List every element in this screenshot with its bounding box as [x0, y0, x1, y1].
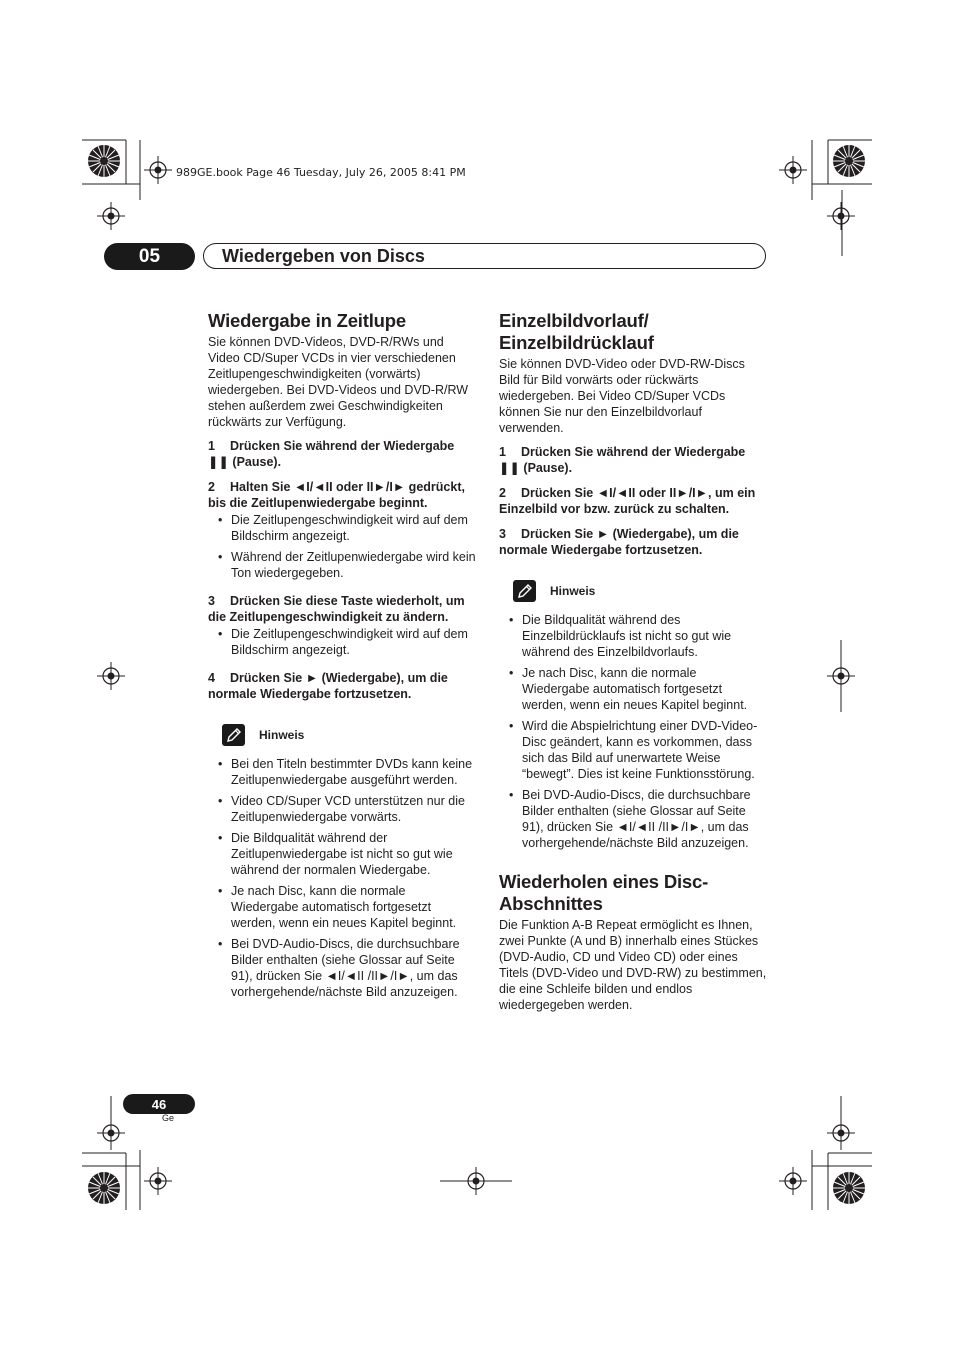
crosshair-icon	[779, 1167, 807, 1195]
section-heading-slow-motion: Wiedergabe in Zeitlupe	[208, 310, 406, 331]
note-label: Hinweis	[550, 584, 596, 598]
section-heading-frame-advance: Einzelbildvorlauf/ Einzelbildrücklauf	[499, 310, 654, 353]
step: 2 Drücken Sie ◄I/◄II oder II►/I►, um ein Einzelbild vor bzw. zurück zu schalten.	[499, 486, 756, 516]
page-number-badge: 46	[123, 1094, 195, 1114]
note-header	[222, 724, 476, 746]
section-body: Die Funktion A-B Repeat ermöglicht es Ihnen, zwei Punkte (A und B) innerhalb eines Stückes (DVD-Audio, CD und Video CD) oder eines Titels (DVD-Video und DVD-RW) zu bestimmen, die eine Schleife bilden und endlos wiedergegeben werden.	[499, 918, 767, 1012]
list-item: • Bei DVD-Audio-Discs, die durchsuchbare Bilder enthalten (siehe Glossar auf Seite 91), drücken Sie ◄I/◄II /II►/I►, um das vorhergehende/nächste Bild anzuzeigen.	[499, 787, 767, 851]
list-item: • Video CD/Super VCD unterstützen nur die Zeitlupenwiedergabe vorwärts.	[208, 793, 476, 825]
registration-wheel-icon	[833, 1172, 865, 1204]
crosshair-icon	[97, 662, 125, 690]
list-item: • Die Bildqualität während der Zeitlupenwiedergabe ist nicht so gut wie während der normalen Wiedergabe.	[208, 830, 476, 878]
section-intro: Sie können DVD-Video oder DVD-RW-Discs Bild für Bild vorwärts oder rückwärts wiedergeben. Bei Video CD/Super VCDs können Sie nur den Einzelbildvorlauf verwenden.	[499, 357, 745, 435]
note-header	[513, 580, 767, 602]
list-item: • Während der Zeitlupenwiedergabe wird kein Ton wiedergegeben.	[208, 549, 476, 581]
step-bullet-list	[208, 626, 476, 658]
crosshair-icon	[779, 156, 807, 184]
list-item: • Bei DVD-Audio-Discs, die durchsuchbare Bilder enthalten (siehe Glossar auf Seite 91), drücken Sie ◄I/◄II /II►/I►, um das vorhergehende/nächste Bild anzuzeigen.	[208, 936, 476, 1000]
right-column	[499, 310, 767, 1021]
pencil-note-icon	[222, 724, 245, 746]
crosshair-icon	[97, 202, 125, 230]
registration-wheel-icon	[833, 145, 865, 177]
step: 1 Drücken Sie während der Wiedergabe ❚❚ (Pause).	[208, 439, 455, 469]
note-list	[208, 756, 476, 1000]
step-bullet-list	[208, 512, 476, 581]
left-column	[208, 310, 476, 1008]
list-item: • Die Zeitlupengeschwindigkeit wird auf dem Bildschirm angezeigt.	[208, 512, 476, 544]
chapter-number-badge: 05	[104, 243, 195, 270]
section-heading-repeat: Wiederholen eines Disc-Abschnittes	[499, 871, 709, 914]
pencil-note-icon	[513, 580, 536, 602]
list-item: • Die Zeitlupengeschwindigkeit wird auf dem Bildschirm angezeigt.	[208, 626, 476, 658]
section-intro: Sie können DVD-Videos, DVD-R/RWs und Video CD/Super VCDs in vier verschiedenen Zeitlupengeschwindigkeiten (vorwärts) wiedergeben. Bei DVD-Videos und DVD-R/RW stehen außerdem zwei Geschwindigkeiten rückwärts zur Verfügung.	[208, 335, 469, 429]
step: 3 Drücken Sie ► (Wiedergabe), um die normale Wiedergabe fortzusetzen.	[499, 527, 739, 557]
print-header: 989GE.book Page 46 Tuesday, July 26, 2005 8:41 PM	[176, 166, 466, 179]
step: 3 Drücken Sie diese Taste wiederholt, um die Zeitlupengeschwindigkeit zu ändern.	[208, 594, 465, 624]
step: 4 Drücken Sie ► (Wiedergabe), um die normale Wiedergabe fortzusetzen.	[208, 671, 448, 701]
step: 1 Drücken Sie während der Wiedergabe ❚❚ (Pause).	[499, 445, 746, 475]
list-item: • Die Bildqualität während des Einzelbildrücklaufs ist nicht so gut wie während des Einzelbildvorlaufs.	[499, 612, 767, 660]
registration-wheel-icon	[88, 1172, 120, 1204]
chapter-title: Wiedergeben von Discs	[222, 246, 425, 266]
list-item: • Je nach Disc, kann die normale Wiedergabe automatisch fortgesetzt werden, wenn ein neues Kapitel beginnt.	[499, 665, 767, 713]
crosshair-icon	[144, 1167, 172, 1195]
crosshair-icon	[827, 202, 855, 230]
registration-wheel-icon	[88, 145, 120, 177]
step: 2 Halten Sie ◄I/◄II oder II►/I► gedrückt, bis die Zeitlupenwiedergabe beginnt.	[208, 480, 465, 510]
note-list	[499, 612, 767, 851]
list-item: • Wird die Abspielrichtung einer DVD-Video-Disc geändert, kann es vorkommen, dass sich das Bild auf unerwartete Weise “bewegt”. Dies ist keine Funktionsstörung.	[499, 718, 767, 782]
language-code: Ge	[162, 1113, 175, 1123]
list-item: • Bei den Titeln bestimmter DVDs kann keine Zeitlupenwiedergabe ausgeführt werden.	[208, 756, 476, 788]
crosshair-icon	[144, 156, 172, 184]
list-item: • Je nach Disc, kann die normale Wiedergabe automatisch fortgesetzt werden, wenn ein neues Kapitel beginnt.	[208, 883, 476, 931]
note-label: Hinweis	[259, 728, 305, 742]
